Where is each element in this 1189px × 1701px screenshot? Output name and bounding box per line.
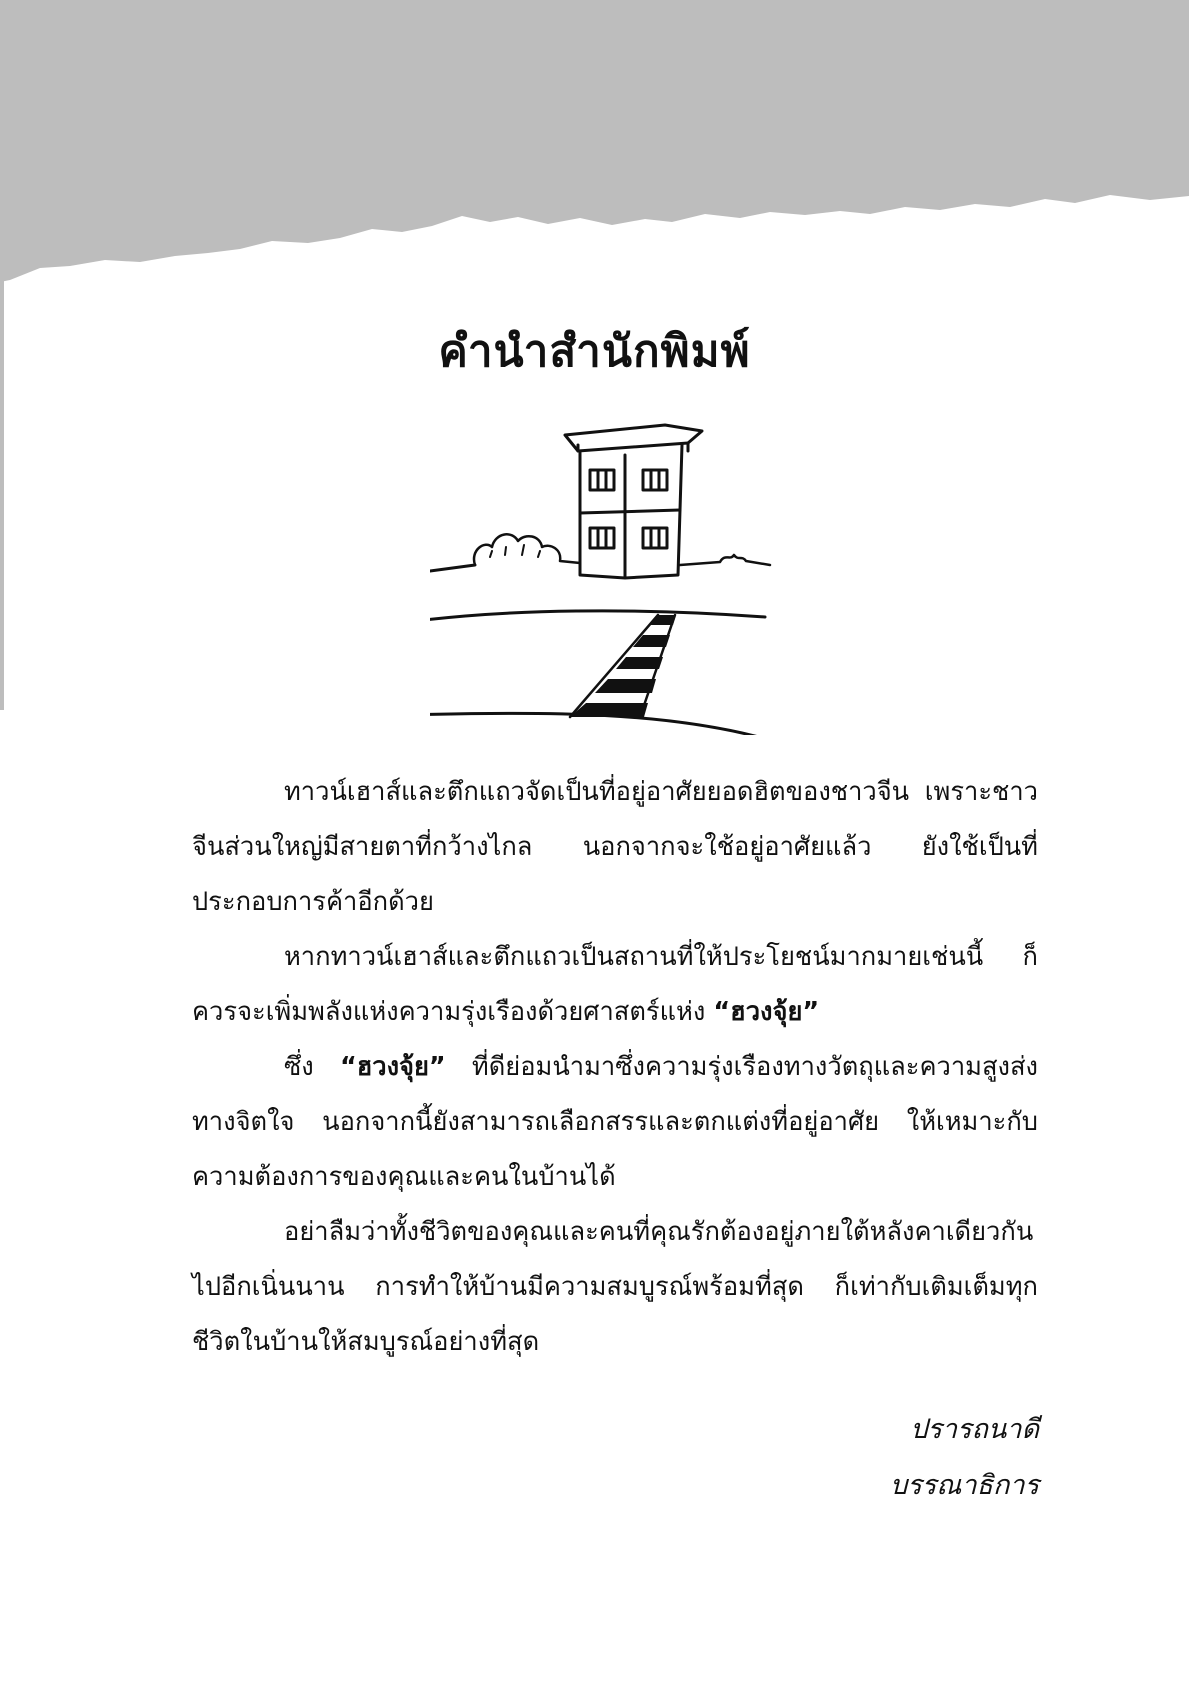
paragraph-3-text-start: ซึ่ง [284,1052,340,1082]
paragraph-4-text: อย่าลืมว่าทั้งชีวิตของคุณและคนที่คุณรักต้องอยู่ภายใต้หลังคาเดียวกันไปอีกเนิ่นนาน การทำให้บ้านมีความสมบูรณ์พร้อมที่สุด ก็เท่ากับเติมเต็มทุกชีวิตในบ้านให้สมบูรณ์อย่างที่สุด [192,1217,1038,1357]
torn-paper-header [0,0,1189,300]
signature-block [890,1402,1039,1514]
paragraph-2 [192,930,1038,1040]
paragraph-3-text-end: ที่ดีย่อมนำมาซึ่งความรุ่งเรืองทางวัตถุและความสูงส่งทางจิตใจ นอกจากนี้ยังสามารถเลือกสรรและตกแต่งที่อยู่อาศัย ให้เหมาะกับความต้องการของคุณและคนในบ้านได้ [192,1052,1038,1192]
page-title: คำนำสำนักพิมพ์ [438,326,751,377]
signature-author: บรรณาธิการ [890,1470,1039,1501]
signature-closing: ปรารถนาดี [910,1414,1039,1445]
paragraph-1 [192,765,1038,930]
townhouse-illustration [430,415,820,735]
paragraph-2-text: หากทาวน์เฮาส์และตึกแถวเป็นสถานที่ให้ประโยชน์มากมายเช่นนี้ ก็ควรจะเพิ่มพลังแห่งความรุ่งเรืองด้วยศาสตร์แห่ง [192,942,1038,1027]
page-edge-shadow [0,260,4,710]
paragraph-3 [192,1040,1038,1205]
paragraph-3-emphasis: “ฮวงจุ้ย” [339,1052,446,1082]
paragraph-1-text: ทาวน์เฮาส์และตึกแถวจัดเป็นที่อยู่อาศัยยอดฮิตของชาวจีน เพราะชาวจีนส่วนใหญ่มีสายตาที่กว้างไกล นอกจากจะใช้อยู่อาศัยแล้ว ยังใช้เป็นที่ประกอบการค้าอีกด้วย [192,777,1038,917]
preface-body [192,765,1038,1370]
paragraph-4 [192,1205,1038,1370]
paragraph-2-emphasis: “ฮวงจุ้ย” [713,997,820,1027]
